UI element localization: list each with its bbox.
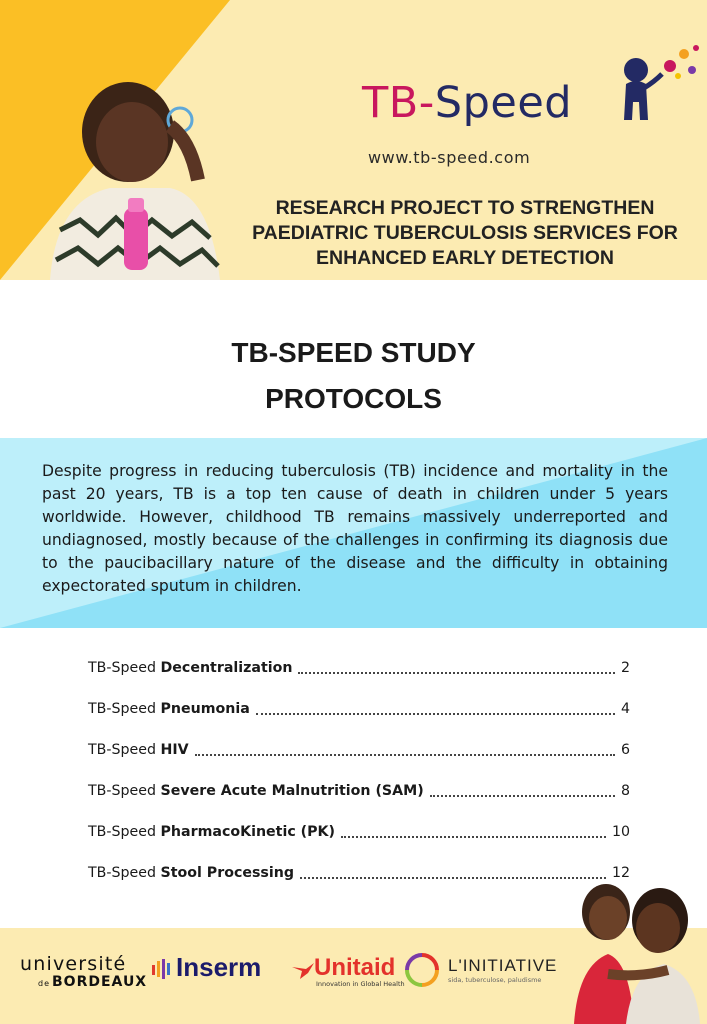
toc-label: TB-Speed Pneumonia [88, 700, 250, 717]
toc-leader [430, 795, 615, 797]
toc-entry-hiv[interactable] [88, 729, 630, 770]
tb-speed-logo [362, 78, 572, 128]
intro-paragraph: Despite progress in reducing tuberculosis (TB) incidence and mortality in the past 20 years, TB is a top ten cause of death in children under 5 years worldwide. However, childhood TB remains massively underreported and undiagnosed, mostly because of the challenges in confirming its diagnosis due to the paucibacillary nature of the disease and the difficulty in obtaining expectorated sputum in children. [42, 462, 668, 595]
header-band [0, 0, 707, 280]
toc-label: TB-Speed HIV [88, 741, 189, 758]
toc-page-number: 4 [620, 700, 630, 717]
toc-page-number: 10 [611, 823, 630, 840]
logo-tb: TB- [362, 78, 435, 128]
toc-entry-decentralization[interactable] [88, 647, 630, 688]
universite-bordeaux-logo: université de BORDEAUX [20, 953, 148, 990]
toc-entry-pneumonia[interactable] [88, 688, 630, 729]
intro-band [0, 438, 707, 628]
toc-leader [256, 713, 615, 715]
unitaid-logo: Unitaid Innovation in Global Health [292, 954, 405, 988]
title-line-2: PROTOCOLS [265, 383, 442, 414]
initiative-circle-icon [404, 952, 440, 988]
document-title [0, 330, 707, 422]
toc-leader [341, 836, 606, 838]
website-url: www.tb-speed.com [368, 148, 531, 167]
toc-page-number: 6 [620, 741, 630, 758]
toc-page-number: 12 [611, 864, 630, 881]
toc-entry-sam[interactable] [88, 770, 630, 811]
project-tagline: RESEARCH PROJECT TO STRENGTHEN PAEDIATRIC TUBERCULOSIS SERVICES FOR ENHANCED EARLY DETECTION [252, 197, 678, 269]
inserm-logo: Inserm [152, 952, 261, 983]
two-children-photo [568, 878, 703, 1024]
toc-label: TB-Speed Decentralization [88, 659, 293, 676]
toc-label: TB-Speed Severe Acute Malnutrition (SAM) [88, 782, 424, 799]
toc-entry-stool-processing[interactable] [88, 852, 630, 893]
toc-leader [300, 877, 606, 879]
inserm-bars-icon [152, 957, 172, 981]
unitaid-bird-icon [292, 961, 314, 981]
title-line-1: TB-SPEED STUDY [231, 337, 476, 368]
toc-page-number: 2 [620, 659, 630, 676]
table-of-contents [88, 647, 630, 893]
toc-leader [195, 754, 615, 756]
logo-child-bubbles-icon [612, 40, 702, 135]
initiative-logo: L'INITIATIVE sida, tuberculose, paludisme [404, 952, 557, 988]
toc-label: TB-Speed Stool Processing [88, 864, 294, 881]
logo-speed: Speed [434, 78, 573, 128]
girl-blowing-bubbles-photo [20, 70, 235, 280]
toc-leader [298, 672, 615, 674]
toc-page-number: 8 [620, 782, 630, 799]
toc-label: TB-Speed PharmacoKinetic (PK) [88, 823, 336, 840]
toc-entry-pk[interactable] [88, 811, 630, 852]
